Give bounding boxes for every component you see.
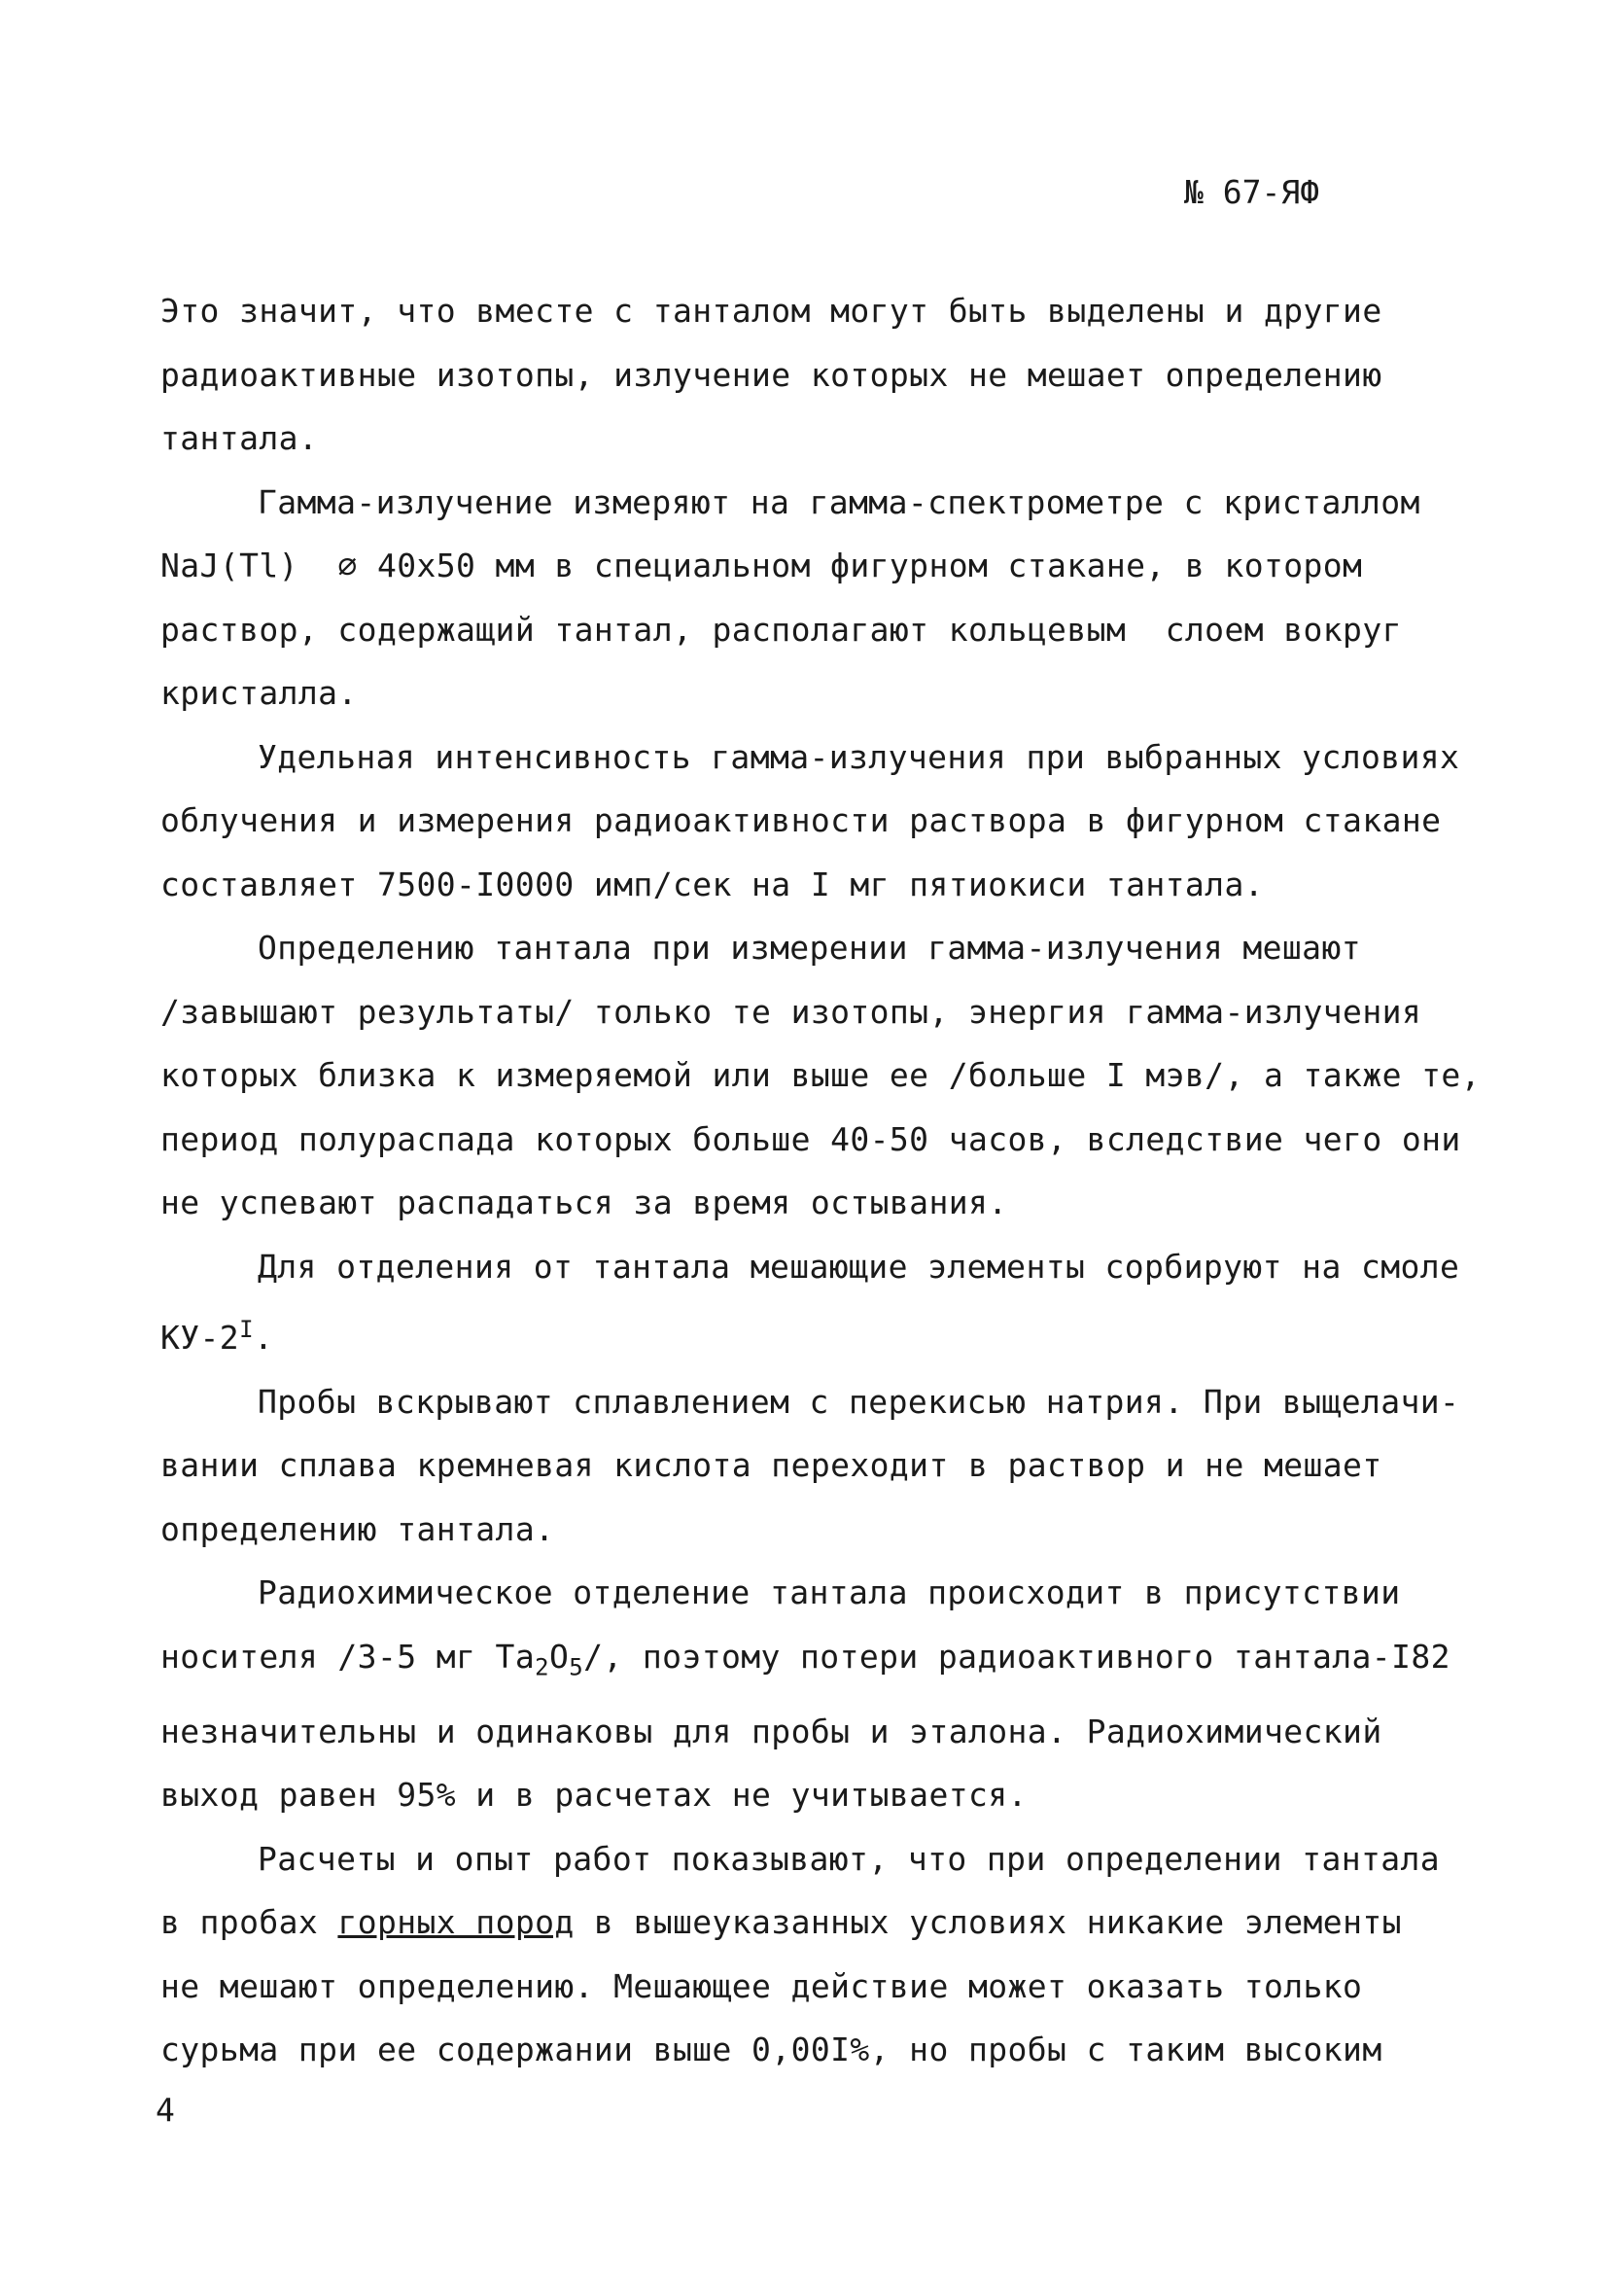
text-line: составляет 7500-I0000 имп/сек на I мг пятиокиси тантала.: [160, 865, 1264, 903]
paragraph-8: [160, 1827, 1483, 2082]
text-line: сурьма при ее содержании выше 0,00I%, но пробы с таким высоким: [160, 2031, 1382, 2069]
paragraph-5: [160, 1235, 1483, 1370]
text-line: определению тантала.: [160, 1509, 555, 1548]
document-number: № 67-ЯФ: [1184, 173, 1320, 211]
text-line-formula: [160, 1625, 1483, 1700]
text-line: раствор, содержащий тантал, располагают кольцевым слоем вокруг: [160, 610, 1402, 649]
paragraph-3: [160, 725, 1483, 917]
paragraph-6: [160, 1370, 1483, 1562]
resin-tail: .: [253, 1319, 274, 1357]
text-line: Расчеты и опыт работ показывают, что при определении тантала: [258, 1839, 1441, 1878]
paragraph-2: [160, 471, 1483, 725]
footnote-mark: I: [239, 1316, 254, 1343]
text-line-resin: [160, 1298, 1483, 1370]
formula-mid: O: [548, 1637, 570, 1676]
text-line-underlined: [160, 1890, 1483, 1955]
text-line: облучения и измерения радиоактивности раствора в фигурном стакане: [160, 801, 1442, 839]
formula-before: носителя /3-5 мг Ta: [160, 1637, 536, 1676]
text-line: Пробы вскрывают сплавлением с перекисью натрия. При выщелачи-: [258, 1382, 1460, 1421]
resin-name: КУ-2: [160, 1319, 240, 1357]
text-line: Радиохимическое отделение тантала происходит в присутствии: [258, 1573, 1401, 1611]
text-line: NaJ(Tl) ∅ 40х50 мм в специальном фигурном стакане, в котором: [160, 547, 1363, 584]
underline-after: в вышеуказанных условиях никакие элементы: [574, 1903, 1402, 1942]
text-line: Для отделения от тантала мешающие элементы сорбируют на смоле: [258, 1247, 1460, 1286]
formula-sub-2: 5: [569, 1653, 584, 1681]
text-line: незначительны и одинаковы для пробы и эталона. Радиохимический: [160, 1712, 1382, 1750]
formula-sub-1: 2: [535, 1653, 549, 1681]
text-line: Гамма-излучение измеряют на гамма-спектрометре с кристаллом: [258, 482, 1420, 521]
text-line: не успевают распадаться за время остывания.: [160, 1183, 1008, 1221]
paragraph-4: [160, 916, 1483, 1235]
text-line: Это значит, что вместе с танталом могут быть выделены и другие: [160, 292, 1382, 330]
text-line: период полураспада которых больше 40-50 часов, вследствие чего они: [160, 1119, 1461, 1158]
text-line: выход равен 95% и в расчетах не учитывается.: [160, 1776, 1028, 1815]
body-text: [160, 279, 1483, 2082]
formula-after: /, поэтому потери радиоактивного тантала-I82: [583, 1637, 1450, 1676]
text-line: радиоактивные изотопы, излучение которых не мешает определению: [160, 355, 1382, 394]
underlined-phrase: горных пород: [337, 1903, 575, 1942]
text-line: Определению тантала при измерении гамма-излучения мешают: [258, 929, 1361, 967]
text-line: кристалла.: [160, 674, 358, 712]
text-line: которых близка к измеряемой или выше ее /больше I мэв/, а также те,: [160, 1056, 1481, 1094]
text-line: не мешают определению. Мешающее действие может оказать только: [160, 1966, 1363, 2005]
text-line: тантала.: [160, 419, 319, 457]
paragraph-1: [160, 279, 1483, 471]
underline-before: в пробах: [160, 1903, 338, 1942]
text-line: Удельная интенсивность гамма-излучения при выбранных условиях: [258, 737, 1460, 776]
paragraph-7: [160, 1561, 1483, 1827]
page-number: 4: [156, 2091, 175, 2129]
text-line: /завышают результаты/ только те изотопы, энергия гамма-излучения: [160, 992, 1422, 1031]
text-line: вании сплава кремневая кислота переходит в раствор и не мешает: [160, 1446, 1382, 1484]
